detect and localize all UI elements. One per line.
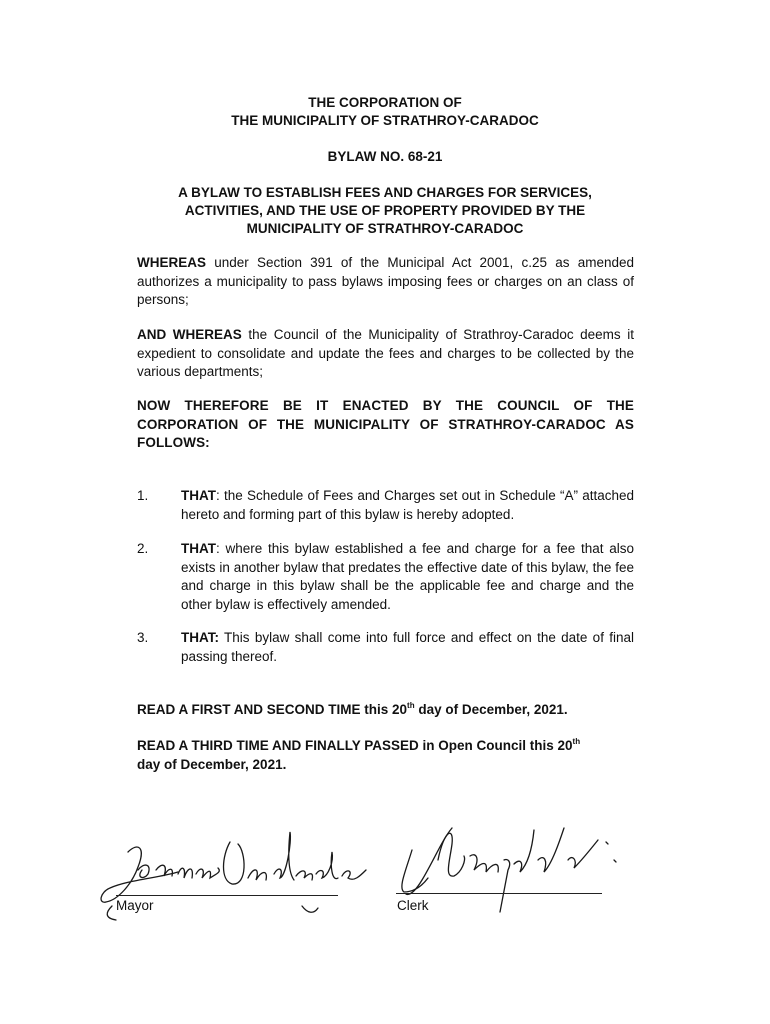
corporation-heading: THE CORPORATION OF (308, 95, 462, 110)
item-lead: THAT (181, 488, 216, 503)
bylaw-title-line-3: MUNICIPALITY OF STRATHROY-CARADOC (246, 221, 524, 236)
recital-text: under Section 391 of the Municipal Act 2001, c.25 as amended authorizes a municipality to pass bylaws imposing fees or charges on an class of persons; (137, 255, 634, 307)
mayor-label: Mayor (116, 898, 154, 913)
item-body: : the Schedule of Fees and Charges set out in Schedule “A” attached hereto and forming part of this bylaw is hereby adopted. (181, 488, 634, 522)
clerk-label: Clerk (397, 898, 429, 913)
item-text (181, 629, 634, 666)
item-text (181, 487, 634, 524)
ordinal-suffix: th (572, 737, 581, 746)
bylaw-title-line-1: A BYLAW TO ESTABLISH FEES AND CHARGES FOR SERVICES, (178, 185, 592, 200)
item-number: 3. (137, 630, 149, 645)
recital-text: the Council of the Municipality of Strathroy-Caradoc deems it expedient to consolidate and update the fees and charges to be collected by the various departments; (137, 327, 634, 379)
item-body: : where this bylaw established a fee and charge for a fee that also exists in another bylaw that predates the effective date of this bylaw, the fee and charge in this bylaw shall be the applicable fee and charge and the other bylaw is effectively amended. (181, 541, 634, 612)
and-whereas-recital (137, 326, 634, 382)
first-second-reading (137, 700, 637, 719)
item-lead: THAT (181, 541, 216, 556)
ordinal-suffix: th (407, 701, 415, 710)
third-reading (137, 736, 637, 774)
reading-date: day of December, 2021. (137, 757, 287, 772)
clerk-signature-line (396, 893, 602, 894)
bylaw-title-line-2: ACTIVITIES, AND THE USE OF PROPERTY PROVIDED BY THE (184, 203, 586, 218)
recital-lead: WHEREAS (137, 255, 207, 270)
enactment-clause: NOW THEREFORE BE IT ENACTED BY THE COUNCIL OF THE CORPORATION OF THE MUNICIPALITY OF STRATHROY-CARADOC AS FOLLOWS: (137, 398, 634, 450)
reading-text: READ A FIRST AND SECOND TIME this 20 (137, 702, 408, 717)
municipality-heading: THE MUNICIPALITY OF STRATHROY-CARADOC (231, 113, 539, 128)
item-lead: THAT: (181, 630, 219, 645)
reading-text: READ A THIRD TIME AND FINALLY PASSED in Open Council this 20 (137, 738, 573, 753)
recital-lead: AND WHEREAS (137, 327, 242, 342)
whereas-recital (137, 254, 634, 310)
item-body: This bylaw shall come into full force and effect on the date of final passing thereof. (181, 630, 634, 664)
bylaw-number: BYLAW NO. 68-21 (327, 149, 443, 164)
item-number: 2. (137, 541, 149, 556)
reading-date: day of December, 2021. (414, 702, 568, 717)
item-text (181, 540, 634, 614)
mayor-signature-line (116, 895, 338, 896)
item-number: 1. (137, 488, 149, 503)
